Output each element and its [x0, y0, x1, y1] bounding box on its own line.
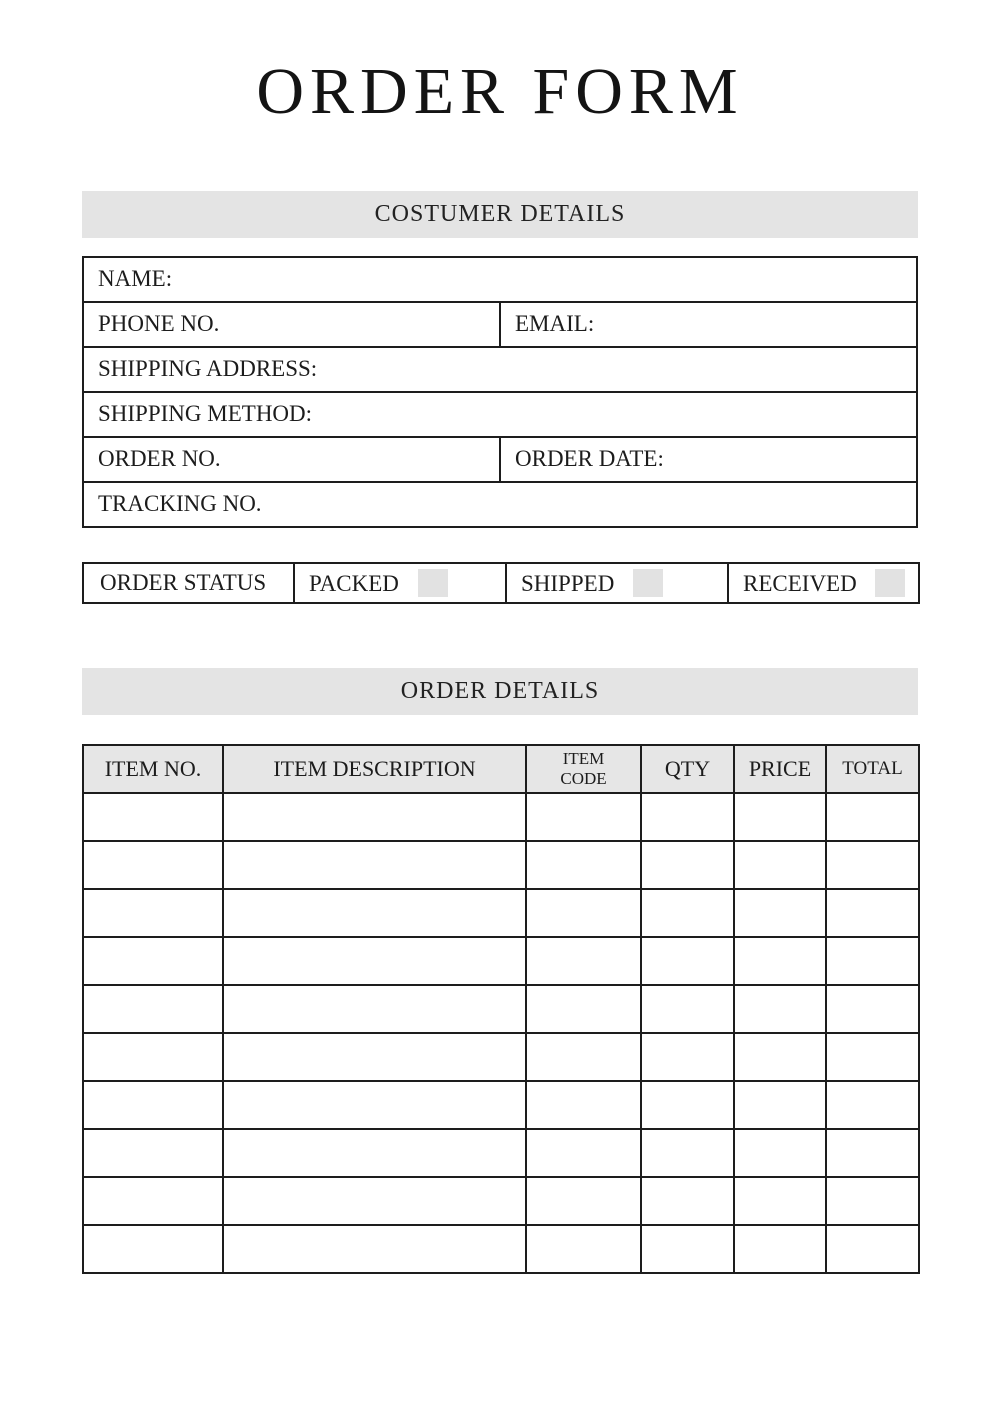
order-item-cell-item_no[interactable] [83, 985, 223, 1033]
table-row [83, 563, 919, 603]
order-item-cell-item_no[interactable] [83, 937, 223, 985]
order-item-cell-total[interactable] [826, 937, 919, 985]
order-item-row [83, 889, 919, 937]
order-item-cell-total[interactable] [826, 1081, 919, 1129]
order-item-cell-total[interactable] [826, 1033, 919, 1081]
order-item-cell-item_no[interactable] [83, 1081, 223, 1129]
order-item-cell-item_code[interactable] [526, 841, 641, 889]
order-status-label-cell [83, 563, 294, 603]
order-item-cell-price[interactable] [734, 1033, 826, 1081]
order-status-table [82, 562, 920, 604]
column-header-price: PRICE [734, 745, 826, 793]
order-item-cell-qty[interactable] [641, 985, 734, 1033]
order-item-cell-qty[interactable] [641, 1177, 734, 1225]
order-item-cell-item_no[interactable] [83, 889, 223, 937]
status-option-shipped [506, 563, 728, 603]
order-details-heading-label: ORDER DETAILS [400, 677, 600, 704]
order-item-cell-price[interactable] [734, 1225, 826, 1273]
order-item-cell-item_code[interactable] [526, 889, 641, 937]
order-item-cell-item_code[interactable] [526, 1129, 641, 1177]
email-field[interactable] [500, 302, 917, 347]
order-item-cell-price[interactable] [734, 793, 826, 841]
received-checkbox[interactable] [875, 569, 905, 597]
order-status-label: ORDER STATUS [100, 569, 267, 595]
order-item-cell-qty[interactable] [641, 793, 734, 841]
table-row [83, 302, 917, 347]
order-item-cell-qty[interactable] [641, 889, 734, 937]
order-item-cell-item_description[interactable] [223, 985, 526, 1033]
order-item-cell-qty[interactable] [641, 1225, 734, 1273]
column-header-item-code: ITEM CODE [526, 745, 641, 793]
status-option-received [728, 563, 919, 603]
order-item-cell-item_code[interactable] [526, 937, 641, 985]
content [82, 191, 918, 1274]
customer-details-heading-label: COSTUMER DETAILS [374, 200, 626, 227]
page-title: ORDER FORM [256, 55, 744, 128]
order-items-table [82, 744, 920, 1274]
order-item-cell-item_code[interactable] [526, 1177, 641, 1225]
order-item-cell-item_code[interactable] [526, 1225, 641, 1273]
order-item-cell-qty[interactable] [641, 1129, 734, 1177]
customer-details-heading [82, 191, 918, 238]
order-item-cell-item_no[interactable] [83, 841, 223, 889]
order-item-cell-total[interactable] [826, 793, 919, 841]
order-item-row [83, 793, 919, 841]
order-details-heading [82, 668, 918, 715]
order-item-row [83, 985, 919, 1033]
order-item-row [83, 1177, 919, 1225]
order-item-cell-item_no[interactable] [83, 1129, 223, 1177]
order-items-body [83, 793, 919, 1273]
received-label: RECEIVED [743, 570, 857, 596]
order-no-field-label: ORDER NO. [98, 446, 221, 472]
order-item-cell-item_description[interactable] [223, 1177, 526, 1225]
shipped-label: SHIPPED [521, 570, 615, 596]
column-header-total: TOTAL [826, 745, 919, 793]
shipping-method-field-label: SHIPPING METHOD: [98, 401, 313, 427]
order-item-cell-price[interactable] [734, 1177, 826, 1225]
column-header-qty: QTY [641, 745, 734, 793]
status-option-packed [294, 563, 506, 603]
order-item-row [83, 1033, 919, 1081]
order-item-cell-item_no[interactable] [83, 1225, 223, 1273]
order-item-cell-price[interactable] [734, 937, 826, 985]
order-item-cell-price[interactable] [734, 1081, 826, 1129]
order-item-cell-total[interactable] [826, 985, 919, 1033]
order-item-cell-item_description[interactable] [223, 1225, 526, 1273]
order-item-cell-price[interactable] [734, 841, 826, 889]
order-item-cell-qty[interactable] [641, 1081, 734, 1129]
name-field-label: NAME: [98, 266, 173, 292]
tracking-no-field[interactable] [83, 482, 917, 527]
order-item-cell-item_description[interactable] [223, 1129, 526, 1177]
column-header-item-no: ITEM NO. [83, 745, 223, 793]
order-item-cell-item_description[interactable] [223, 1033, 526, 1081]
email-field-label: EMAIL: [515, 311, 595, 337]
order-item-row [83, 1225, 919, 1273]
order-item-cell-total[interactable] [826, 1129, 919, 1177]
table-row [83, 482, 917, 527]
order-item-cell-item_code[interactable] [526, 985, 641, 1033]
order-item-cell-qty[interactable] [641, 841, 734, 889]
column-header-item-description: ITEM DESCRIPTION [223, 745, 526, 793]
order-item-cell-item_no[interactable] [83, 793, 223, 841]
order-item-cell-item_code[interactable] [526, 793, 641, 841]
table-row [83, 392, 917, 437]
order-item-cell-item_description[interactable] [223, 1081, 526, 1129]
shipped-checkbox[interactable] [633, 569, 663, 597]
shipping-method-field[interactable] [83, 392, 917, 437]
order-item-cell-total[interactable] [826, 1225, 919, 1273]
phone-field[interactable] [83, 302, 500, 347]
table-row [83, 347, 917, 392]
table-row [83, 437, 917, 482]
order-item-row [83, 1081, 919, 1129]
shipping-address-field[interactable] [83, 347, 917, 392]
order-item-cell-item_code[interactable] [526, 1033, 641, 1081]
packed-label: PACKED [309, 570, 399, 596]
order-item-row [83, 1129, 919, 1177]
order-date-field-label: ORDER DATE: [515, 446, 664, 472]
order-item-cell-total[interactable] [826, 841, 919, 889]
table-row [83, 257, 917, 302]
tracking-no-field-label: TRACKING NO. [98, 491, 262, 517]
order-table-header-row [83, 745, 919, 793]
name-field[interactable] [83, 257, 917, 302]
order-item-cell-item_description[interactable] [223, 841, 526, 889]
order-date-field[interactable] [500, 437, 917, 482]
order-item-cell-item_description[interactable] [223, 793, 526, 841]
order-item-cell-qty[interactable] [641, 1033, 734, 1081]
order-item-cell-total[interactable] [826, 1177, 919, 1225]
packed-checkbox[interactable] [418, 569, 448, 597]
shipping-address-field-label: SHIPPING ADDRESS: [98, 356, 318, 382]
order-item-cell-price[interactable] [734, 1129, 826, 1177]
order-item-cell-item_description[interactable] [223, 889, 526, 937]
order-item-cell-item_description[interactable] [223, 937, 526, 985]
order-item-cell-qty[interactable] [641, 937, 734, 985]
order-item-cell-price[interactable] [734, 985, 826, 1033]
order-item-cell-price[interactable] [734, 889, 826, 937]
order-item-cell-item_no[interactable] [83, 1177, 223, 1225]
order-item-row [83, 841, 919, 889]
customer-details-table [82, 256, 918, 528]
phone-field-label: PHONE NO. [98, 311, 220, 337]
order-item-row [83, 937, 919, 985]
order-no-field[interactable] [83, 437, 500, 482]
order-item-cell-item_code[interactable] [526, 1081, 641, 1129]
order-item-cell-item_no[interactable] [83, 1033, 223, 1081]
order-item-cell-total[interactable] [826, 889, 919, 937]
